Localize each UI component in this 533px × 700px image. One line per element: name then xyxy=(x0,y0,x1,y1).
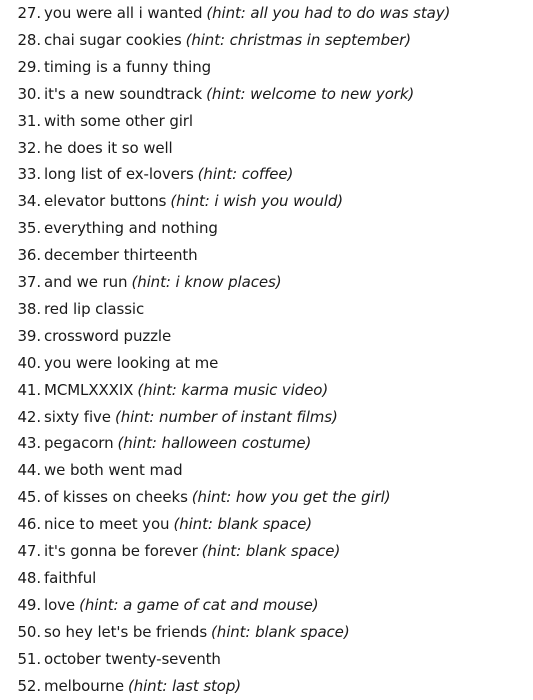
item-title: it's a new soundtrack xyxy=(44,84,203,103)
item-hint: (hint: karma music video) xyxy=(137,380,329,399)
item-number: 36. xyxy=(17,246,41,265)
item-number: 44. xyxy=(17,461,41,480)
item-title: with some other girl xyxy=(44,111,193,130)
item-number: 45. xyxy=(17,488,41,507)
item-number: 39. xyxy=(17,326,41,345)
item-hint: (hint: number of instant films) xyxy=(114,407,338,426)
item-number: 35. xyxy=(17,219,41,238)
item-hint: (hint: how you get the girl) xyxy=(191,488,391,507)
item-hint: (hint: halloween costume) xyxy=(117,434,312,453)
list-item xyxy=(0,404,338,431)
item-title: melbourne xyxy=(44,676,124,695)
list-item xyxy=(0,242,198,269)
item-number: 52. xyxy=(17,676,41,695)
item-title: you were all i wanted xyxy=(44,4,203,22)
item-hint: (hint: last stop) xyxy=(127,676,242,695)
item-hint: (hint: a game of cat and mouse) xyxy=(79,595,319,614)
item-title: october twenty-seventh xyxy=(44,649,221,668)
item-title: nice to meet you xyxy=(44,515,170,534)
list-item xyxy=(0,81,414,108)
item-title: chai sugar cookies xyxy=(44,30,182,49)
list-item xyxy=(0,108,193,135)
item-title: december thirteenth xyxy=(44,246,198,265)
item-title: MCMLXXXIX xyxy=(44,380,134,399)
item-title: so hey let's be friends xyxy=(44,622,208,641)
list-item xyxy=(0,323,171,350)
item-hint: (hint: blank space) xyxy=(201,542,341,560)
item-title: he does it so well xyxy=(44,138,173,157)
item-number: 46. xyxy=(17,515,41,534)
list-item xyxy=(0,619,350,646)
item-number: 33. xyxy=(17,165,41,184)
item-number: 40. xyxy=(17,353,41,372)
item-number: 27. xyxy=(17,4,41,22)
item-title: and we run xyxy=(44,273,128,291)
list-item xyxy=(0,27,411,54)
list-item xyxy=(0,296,144,323)
item-number: 48. xyxy=(17,568,41,587)
list-item xyxy=(0,592,318,619)
list-item xyxy=(0,484,390,511)
item-title: everything and nothing xyxy=(44,219,218,238)
item-hint: (hint: welcome to new york) xyxy=(206,84,415,103)
item-number: 50. xyxy=(17,622,41,641)
list-item xyxy=(0,0,450,27)
list-item xyxy=(0,457,183,484)
item-number: 30. xyxy=(17,84,41,103)
item-hint: (hint: i know places) xyxy=(131,273,282,291)
list-item xyxy=(0,188,343,215)
list-item xyxy=(0,161,293,188)
item-title: crossword puzzle xyxy=(44,326,172,345)
list-item xyxy=(0,511,312,538)
item-title: sixty five xyxy=(44,407,111,426)
item-title: love xyxy=(44,595,76,614)
item-number: 28. xyxy=(17,30,41,49)
item-number: 49. xyxy=(17,595,41,614)
item-number: 32. xyxy=(17,138,41,157)
list-item xyxy=(0,135,173,162)
item-number: 38. xyxy=(17,299,41,318)
item-title: it's gonna be forever xyxy=(44,542,198,560)
list-item xyxy=(0,565,96,592)
item-number: 41. xyxy=(17,380,41,399)
item-hint: (hint: blank space) xyxy=(211,622,350,641)
item-title: pegacorn xyxy=(44,434,114,453)
item-hint: (hint: christmas in september) xyxy=(185,30,411,49)
item-title: you were looking at me xyxy=(44,353,219,372)
item-number: 51. xyxy=(17,649,41,668)
list-item xyxy=(0,215,218,242)
item-number: 34. xyxy=(17,192,41,211)
list-item xyxy=(0,350,218,377)
item-hint: (hint: coffee) xyxy=(197,165,294,184)
list-item xyxy=(0,430,311,457)
list-item xyxy=(0,54,211,81)
item-hint: (hint: blank space) xyxy=(173,515,312,534)
item-title: we both went mad xyxy=(44,461,183,480)
item-number: 31. xyxy=(17,111,41,130)
list-item xyxy=(0,646,221,673)
item-title: elevator buttons xyxy=(44,192,167,211)
item-title: long list of ex-lovers xyxy=(44,165,194,184)
item-number: 43. xyxy=(17,434,41,453)
item-number: 29. xyxy=(17,57,41,76)
item-title: faithful xyxy=(44,568,97,587)
item-number: 37. xyxy=(17,273,41,291)
item-number: 42. xyxy=(17,407,41,426)
list-item xyxy=(0,538,340,565)
list-item xyxy=(0,673,241,700)
item-hint: (hint: all you had to do was stay) xyxy=(206,4,451,22)
item-title: red lip classic xyxy=(44,299,145,318)
item-title: timing is a funny thing xyxy=(44,57,212,76)
list-item xyxy=(0,269,281,296)
item-hint: (hint: i wish you would) xyxy=(170,192,344,211)
item-title: of kisses on cheeks xyxy=(44,488,188,507)
item-number: 47. xyxy=(17,542,41,560)
list-item xyxy=(0,377,328,404)
